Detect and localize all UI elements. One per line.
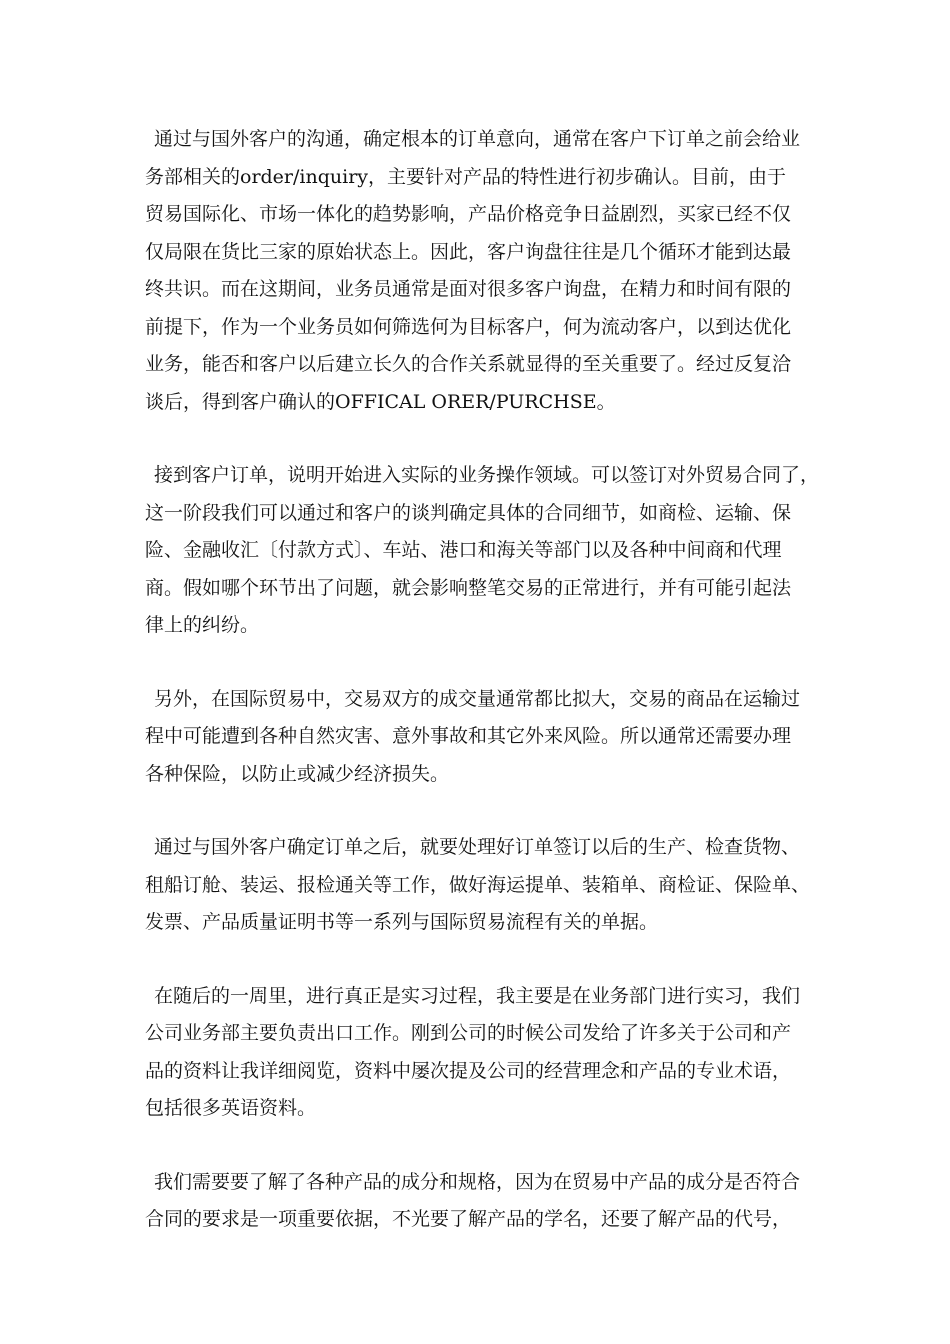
text-line: 务部相关的order/inquiry，主要针对产品的特性进行初步确认。目前，由于 <box>145 165 787 188</box>
text-line: 包括很多英语资料。 <box>145 1097 317 1119</box>
text-line: 品的资料让我详细阅览，资料中屡次提及公司的经营理念和产品的专业术语， <box>145 1059 792 1082</box>
paragraph-1 <box>145 121 825 421</box>
text-line: 租船订舱、装运、报检通关等工作，做好海运提单、装箱单、商检证、保险单、 <box>145 873 811 896</box>
text-line: 通过与国外客户确定订单之后，就要处理好订单签订以后的生产、检查货物、 <box>154 836 801 858</box>
text-line: 接到客户订单，说明开始进入实际的业务操作领域。可以签订对外贸易合同了， <box>154 464 820 486</box>
text-line: 程中可能遭到各种自然灾害、意外事故和其它外来风险。所以通常还需要办理 <box>145 725 792 747</box>
paragraph-2 <box>145 457 825 645</box>
text-line: 险、金融收汇〔付款方式〕、车站、港口和海关等部门以及各种中间商和代理 <box>145 539 782 561</box>
text-line: 各种保险，以防止或减少经济损失。 <box>145 762 450 785</box>
text-line: 律上的纠纷。 <box>145 614 260 636</box>
text-line: 合同的要求是一项重要依据，不光要了解产品的学名，还要了解产品的代号， <box>145 1208 792 1230</box>
text-line: 在随后的一周里，进行真正是实习过程，我主要是在业务部门进行实习，我们 <box>154 984 801 1007</box>
paragraph-3 <box>145 681 825 794</box>
text-line: 另外，在国际贸易中，交易双方的成交量通常都比拟大，交易的商品在运输过 <box>154 687 801 710</box>
document-body <box>145 121 825 1275</box>
paragraph-6 <box>145 1164 825 1239</box>
text-line: 商。假如哪个环节出了问题，就会影响整笔交易的正常进行，并有可能引起法 <box>145 576 792 599</box>
text-line: 公司业务部主要负责出口工作。刚到公司的时候公司发给了许多关于公司和产 <box>145 1022 792 1044</box>
paragraph-5 <box>145 978 825 1128</box>
text-line: 贸易国际化、市场一体化的趋势影响，产品价格竞争日益剧烈，买家已经不仅 <box>145 203 792 225</box>
text-line: 前提下，作为一个业务员如何筛选何为目标客户，何为流动客户，以到达优化 <box>145 315 792 338</box>
text-line: 谈后，得到客户确认的OFFICAL ORER/PURCHSE。 <box>145 390 616 413</box>
text-line: 终共识。而在这期间，业务员通常是面对很多客户询盘，在精力和时间有限的 <box>145 278 792 300</box>
text-line: 发票、产品质量证明书等一系列与国际贸易流程有关的单据。 <box>145 911 659 933</box>
text-line: 我们需要要了解了各种产品的成分和规格，因为在贸易中产品的成分是否符合 <box>154 1170 801 1193</box>
text-line: 仅局限在货比三家的原始状态上。因此，客户询盘往往是几个循环才能到达最 <box>145 240 792 263</box>
text-line: 业务，能否和客户以后建立长久的合作关系就显得的至关重要了。经过反复洽 <box>145 353 792 375</box>
text-line: 通过与国外客户的沟通，确定根本的订单意向，通常在客户下订单之前会给业 <box>154 128 801 150</box>
text-line: 这一阶段我们可以通过和客户的谈判确定具体的合同细节，如商检、运输、保 <box>145 501 792 524</box>
paragraph-4 <box>145 829 825 942</box>
